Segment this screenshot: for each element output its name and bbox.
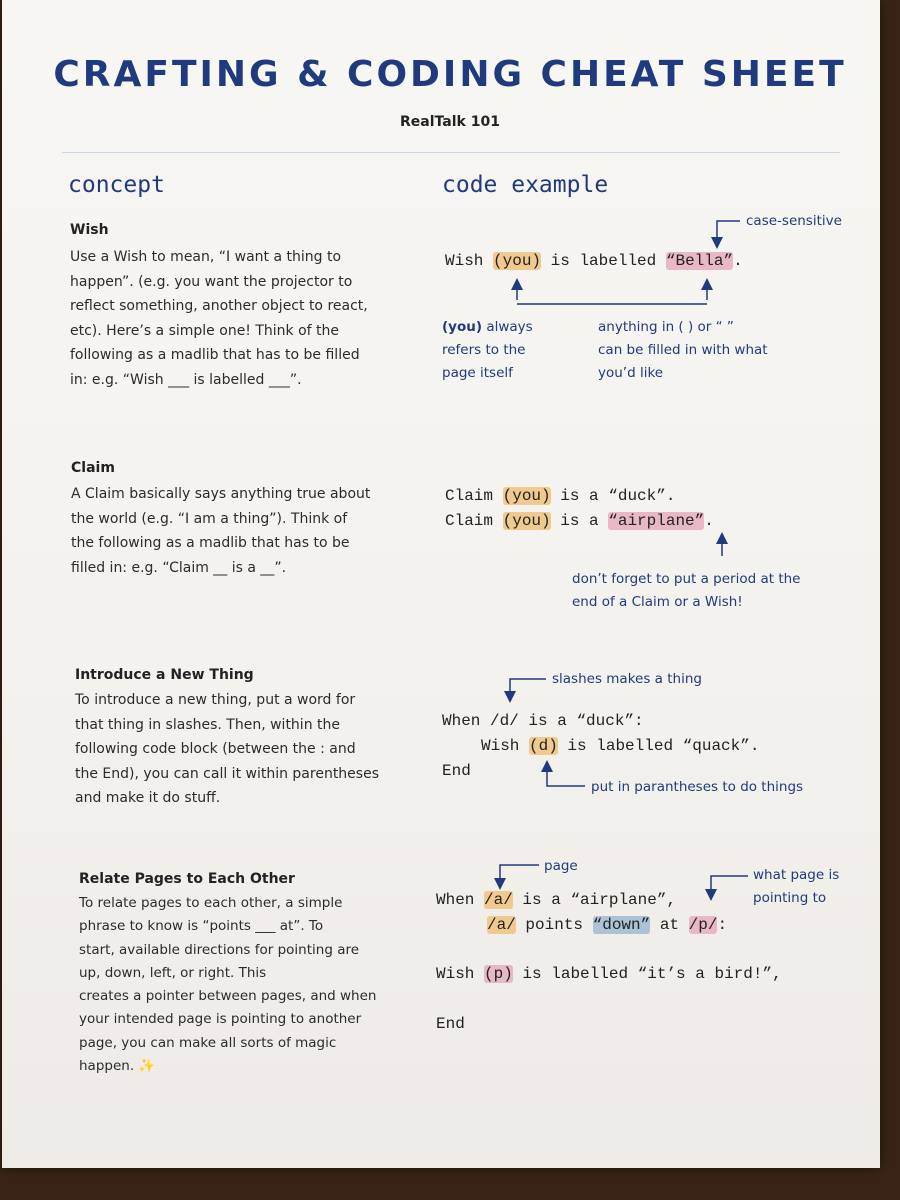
- page-title: CRAFTING & CODING CHEAT SHEET: [53, 54, 847, 95]
- code-arg-d: (d): [529, 737, 558, 755]
- arrow-page: [500, 865, 539, 884]
- arrow-case-sensitive: [717, 221, 740, 243]
- code-text: is a “duck”:: [518, 712, 644, 730]
- code-text: is a “airplane”,: [512, 891, 677, 909]
- code-arg-you: (you): [502, 512, 551, 530]
- note-period-reminder: don’t forget to put a period at the end of a Claim or a Wish!: [572, 571, 801, 610]
- code-period: .: [704, 512, 714, 530]
- wish-section-title: Wish: [70, 222, 109, 238]
- code-keyword: Wish: [445, 252, 494, 270]
- code-text: is a: [550, 512, 609, 530]
- code-colon: :: [717, 916, 728, 934]
- claim-section-body: A Claim basically says anything true about the world (e.g. “I am a thing”). Think of the following as a madlib that has to be filled in: e.g. “Claim __ is a __”.: [71, 486, 371, 576]
- relate-code-end: End: [436, 1015, 465, 1033]
- note-slashes-make-thing: slashes makes a thing: [552, 671, 702, 687]
- relate-section-body: To relate pages to each other, a simple phrase to know is “points ___ at”. To start, available directions for pointing are up, down, left, or right. This creates a pointer between pages, and when your intended page is pointing to another page, you can make all sorts of magic happen. ✨: [79, 895, 377, 1075]
- note-anything-in-parens: anything in ( ) or “ ” can be filled in with what you’d like: [598, 319, 768, 381]
- code-column-heading: code example: [442, 172, 609, 198]
- relate-section-title: Relate Pages to Each Other: [79, 871, 295, 887]
- note-case-sensitive: case-sensitive: [746, 213, 842, 229]
- code-slash-p: /p/: [688, 916, 718, 934]
- code-text: points: [515, 916, 593, 934]
- introduce-code-end: End: [442, 762, 471, 780]
- arrow-pointing: [711, 876, 748, 895]
- concept-column-heading: concept: [68, 172, 165, 198]
- code-text: is labelled: [541, 252, 666, 270]
- code-arg-p: (p): [484, 965, 513, 983]
- code-keyword: When: [442, 712, 491, 730]
- code-keyword: When: [436, 891, 485, 909]
- introduce-section-body: To introduce a new thing, put a word for that thing in slashes. Then, within the following code block (between the : and the End), you can call it within parentheses and make it do stuff.: [75, 692, 379, 806]
- note-what-page-pointing: what page is pointing to: [753, 867, 840, 906]
- wish-section-body: Use a Wish to mean, “I want a thing to happen”. (e.g. you want the projector to reflect something, another object to react, etc). Here’s a simple one! Think of the following as a madlib that has to be filled in: e.g. “Wish ___ is labelled ___”.: [70, 249, 368, 388]
- code-period: .: [665, 487, 676, 505]
- code-text: is labelled “it’s a bird!”,: [512, 965, 782, 983]
- arrow-slashes: [510, 679, 546, 697]
- note-you-text: always refers to the page itself: [442, 319, 533, 381]
- code-keyword: Wish: [481, 737, 530, 755]
- code-arg-you: (you): [493, 252, 542, 270]
- code-keyword: Claim: [445, 512, 503, 530]
- code-text: is a: [550, 487, 609, 505]
- code-keyword: Wish: [436, 965, 485, 983]
- claim-section-title: Claim: [71, 460, 115, 476]
- code-keyword: Claim: [445, 487, 503, 505]
- note-parens-do-things: put in parantheses to do things: [591, 779, 804, 795]
- code-direction-down: “down”: [592, 916, 651, 934]
- note-page: page: [544, 858, 578, 874]
- code-slash-d: /d/: [490, 712, 519, 730]
- code-string-airplane: “airplane”: [608, 512, 705, 530]
- code-text: is labelled “quack”.: [557, 737, 760, 755]
- code-arg-you: (you): [502, 487, 551, 505]
- arrow-parens: [547, 766, 585, 786]
- code-slash-a: /a/: [484, 891, 513, 909]
- note-you-bold: (you): [442, 319, 483, 335]
- code-string-bella: “Bella”: [665, 252, 734, 270]
- page-subtitle: RealTalk 101: [400, 114, 500, 130]
- code-text: at: [650, 916, 689, 934]
- introduce-section-title: Introduce a New Thing: [75, 667, 254, 683]
- code-string: “duck”: [608, 487, 666, 505]
- code-slash-a: /a/: [487, 916, 516, 934]
- code-period: .: [733, 252, 743, 270]
